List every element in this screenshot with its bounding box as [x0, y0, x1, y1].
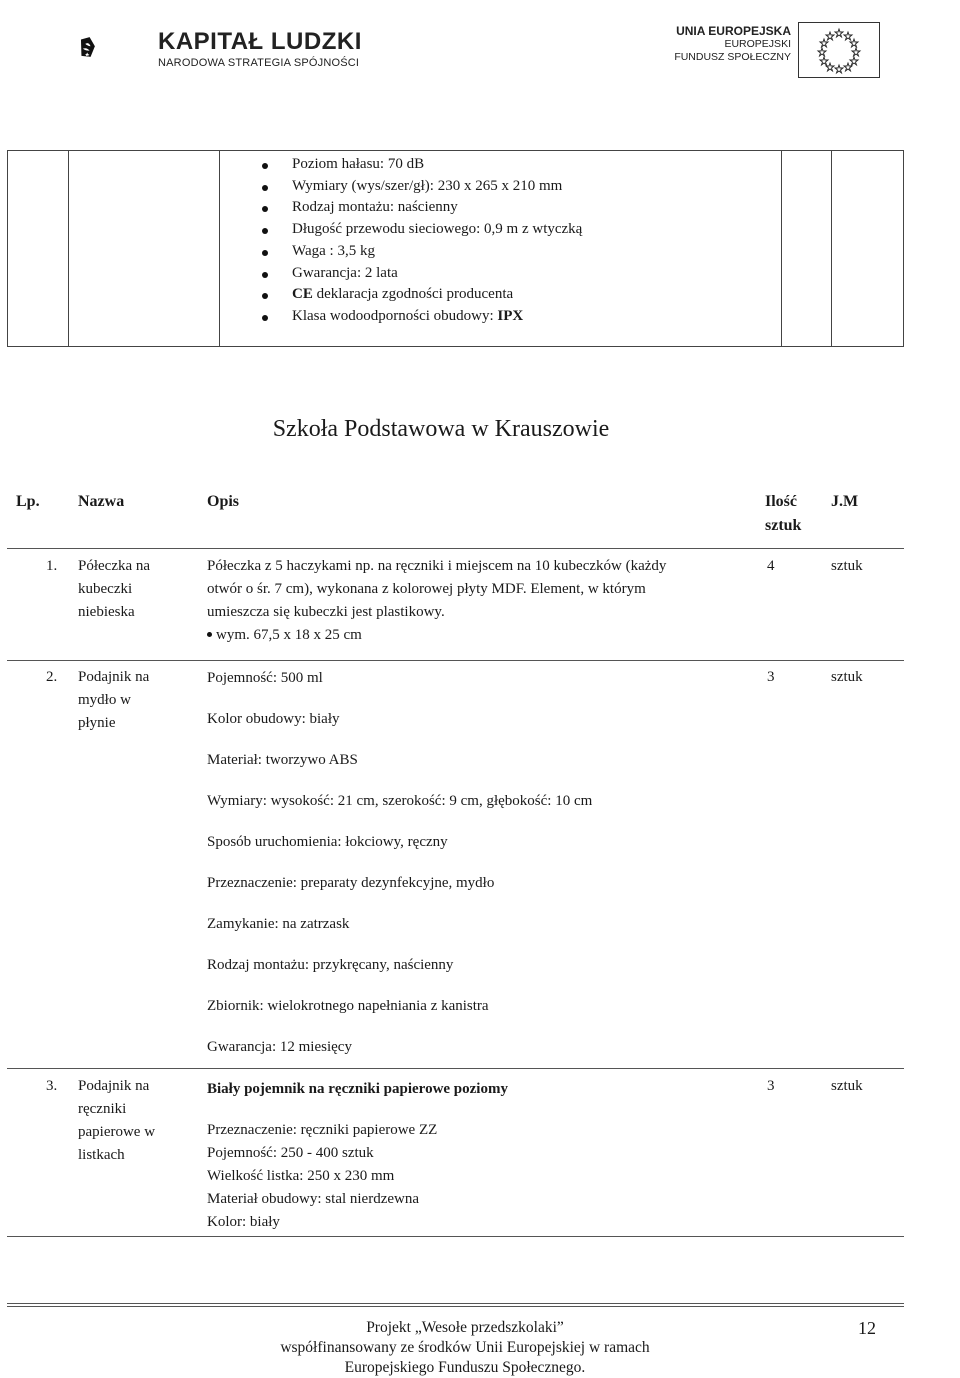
bullet-icon: [262, 185, 268, 191]
table-divider: [831, 151, 832, 346]
footer-line-3: Europejskiego Funduszu Społecznego.: [344, 1359, 586, 1376]
header-nazwa: Nazwa: [78, 493, 125, 510]
page-number: 12: [858, 1318, 876, 1338]
logo-subtitle: NARODOWA STRATEGIA SPÓJNOŚCI: [158, 57, 360, 69]
table-divider: [68, 151, 69, 346]
header-ilosc: [765, 490, 801, 538]
row3-ilosc: 3: [767, 1078, 775, 1094]
row3-nazwa: Podajnik na ręczniki papierowe w listkach: [78, 1078, 156, 1163]
row2-jm: sztuk: [831, 669, 863, 685]
bullet-icon: [262, 163, 268, 169]
row3-opis-title: Biały pojemnik na ręczniki papierowe poziomy: [207, 1081, 508, 1097]
list-item: Klasa wodoodporności obudowy: IPX: [262, 306, 582, 328]
row1-jm: sztuk: [831, 558, 863, 574]
eu-line-2: EUROPEJSKI: [724, 38, 791, 50]
logo-title: KAPITAŁ LUDZKI: [158, 28, 362, 55]
row3-opis: Biały pojemnik na ręczniki papierowe poziomy Przeznaczenie: ręczniki papierowe ZZ Pojemność: 250 - 400 sztuk Wielkość listka: 250 x 230 mm Materiał obudowy: stal nierdzewna Kolor: biały: [207, 1078, 508, 1234]
table-divider: [219, 151, 220, 346]
bullet-icon: [262, 228, 268, 234]
header-ilosc-line2: sztuk: [765, 517, 802, 534]
row1-ilosc: 4: [767, 558, 775, 574]
footer-line-1: Projekt „Wesołe przedszkolaki”: [366, 1319, 564, 1336]
header-jm: J.M: [831, 493, 859, 510]
eu-flag-icon: [798, 22, 880, 78]
bullet-icon: [262, 272, 268, 278]
list-item: CE deklaracja zgodności producenta: [262, 284, 582, 306]
row1-bullet-item: wym. 67,5 x 18 x 25 cm: [207, 624, 666, 647]
previous-item-table: [7, 150, 904, 347]
row1-nazwa: Półeczka na kubeczki niebieska: [78, 558, 151, 620]
row-separator: [7, 548, 904, 549]
row2-opis: Pojemność: 500 ml Kolor obudowy: biały Materiał: tworzywo ABS Wymiary: wysokość: 21 cm, szerokość: 9 cm, głębokość: 10 cm Sposób uruchomienia: łokciowy, ręczny Przeznaczenie: preparaty dezynfekcyjne, mydło Zamykanie: na zatrzask Rodzaj montażu: przykręcany, naścienny Zbiornik: wielokrotnego napełniania z kanistra Gwarancja: 12 miesięcy: [207, 670, 593, 1055]
footer: [0, 1318, 930, 1378]
row1-opis: Półeczka z 5 haczykami np. na ręczniki i miejscem na 10 kubeczków (każdy otwór o śr. 7 cm), wykonana z kolorowej płyty MDF. Element, w którym umieszcza się kubeczki jest plastikowy. wym. 67,5 x 18 x 25 cm: [207, 555, 666, 647]
row1-lp: 1.: [46, 558, 58, 574]
bullet-icon: [262, 206, 268, 212]
table-divider: [781, 151, 782, 346]
school-title: Szkoła Podstawowa w Krauszowie: [272, 416, 610, 442]
specification-list: [262, 154, 582, 328]
footer-divider: [7, 1303, 904, 1304]
row2-lp: 2.: [46, 669, 58, 685]
row3-jm: sztuk: [831, 1078, 863, 1094]
list-item: Poziom hałasu: 70 dB: [262, 154, 582, 176]
list-item: Waga : 3,5 kg: [262, 241, 582, 263]
eu-line-1: UNIA EUROPEJSKA: [676, 24, 791, 38]
bullet-icon: [262, 315, 268, 321]
list-item: Rodzaj montażu: naścienny: [262, 197, 582, 219]
footer-line-2: współfinansowany ze środków Unii Europejskiej w ramach: [280, 1339, 650, 1356]
eu-line-3: FUNDUSZ SPOŁECZNY: [674, 51, 791, 63]
bullet-icon: [262, 250, 268, 256]
kapital-ludzki-emblem-icon: [80, 4, 152, 90]
eu-logo-text: [674, 25, 791, 64]
header-ilosc-line1: Ilość: [765, 493, 797, 510]
footer-divider: [7, 1306, 904, 1307]
row2-nazwa: Podajnik na mydło w płynie: [78, 669, 150, 731]
bullet-icon: [207, 632, 212, 637]
header-opis: Opis: [207, 493, 240, 510]
bullet-icon: [262, 293, 268, 299]
row-separator: [7, 1236, 904, 1237]
row3-lp: 3.: [46, 1078, 58, 1094]
list-item: Wymiary (wys/szer/gł): 230 x 265 x 210 mm: [262, 176, 582, 198]
row-separator: [7, 1068, 904, 1069]
list-item: Długość przewodu sieciowego: 0,9 m z wtyczką: [262, 219, 582, 241]
eu-logo: [676, 22, 886, 78]
row2-ilosc: 3: [767, 669, 775, 685]
list-item: Gwarancja: 2 lata: [262, 263, 582, 285]
header-lp: Lp.: [16, 493, 40, 510]
